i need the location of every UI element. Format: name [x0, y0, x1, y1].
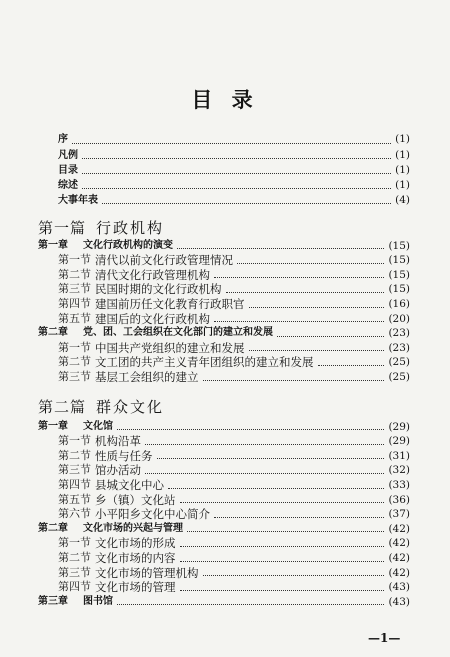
entry-page-number: (15): [388, 254, 410, 267]
page-folio: —1—: [368, 631, 401, 645]
entry-page-number: (23): [388, 327, 410, 340]
section-entry: [38, 566, 410, 581]
dot-leader: [72, 143, 391, 144]
dot-leader: [177, 248, 384, 249]
entry-page-number: (42): [388, 537, 410, 550]
entry-page-number: (20): [388, 312, 410, 325]
dot-leader: [180, 590, 385, 591]
entry-page-number: (43): [388, 581, 410, 594]
dot-leader: [82, 158, 391, 159]
section-title: 清代文化行政管理机构: [95, 267, 210, 282]
section-number: 第一节: [58, 253, 91, 267]
chapter-entry: [38, 326, 410, 341]
part-contents: [38, 239, 410, 385]
part-title: 群众文化: [96, 398, 165, 416]
section-number: 第六节: [58, 507, 91, 521]
section-entry: [38, 551, 410, 566]
section-entry: [38, 580, 410, 595]
dot-leader: [82, 173, 391, 174]
part-heading: [38, 219, 164, 237]
section-number: 第三节: [58, 463, 91, 477]
section-number: 第二节: [58, 551, 91, 565]
section-number: 第三节: [58, 282, 91, 296]
dot-leader: [214, 517, 384, 518]
section-number: 第一节: [58, 536, 91, 550]
dot-leader: [145, 473, 384, 474]
entry-page-number: (23): [388, 341, 410, 354]
chapter-entry: [38, 595, 410, 610]
section-entry: [38, 297, 410, 312]
entry-page-number: (15): [388, 283, 410, 296]
chapter-title: 文化行政机构的演变: [83, 239, 173, 251]
entry-page-number: (31): [388, 449, 410, 462]
section-number: 第五节: [58, 492, 91, 506]
dot-leader: [214, 277, 384, 278]
section-number: 第二节: [58, 448, 91, 462]
dot-leader: [277, 336, 384, 337]
section-title: 小平阳乡文化中心简介: [95, 507, 210, 522]
dot-leader: [82, 188, 391, 189]
part-title: 行政机构: [96, 219, 165, 237]
section-title: 建国后的文化行政机构: [95, 311, 210, 326]
entry-page-number: (4): [395, 194, 410, 207]
chapter-title: 文化馆: [83, 420, 113, 432]
chapter-number: 第二章: [38, 327, 68, 339]
entry-label: 目录: [58, 164, 78, 176]
section-number: 第一节: [58, 434, 91, 448]
section-title: 文工团的共产主义青年团组织的建立和发展: [95, 355, 314, 370]
section-entry: [38, 478, 410, 493]
section-entry: [38, 341, 410, 356]
entry-page-number: (32): [388, 464, 410, 477]
section-entry: [38, 434, 410, 449]
dot-leader: [168, 488, 384, 489]
section-entry: [38, 463, 410, 478]
dot-leader: [214, 321, 384, 322]
entry-page-number: (29): [388, 435, 410, 448]
entry-label: 综述: [58, 179, 78, 191]
section-title: 机构沿革: [95, 434, 141, 449]
toc-entry: [58, 178, 410, 193]
entry-page-number: (43): [388, 595, 410, 608]
front-matter-list: [58, 132, 410, 208]
dot-leader: [117, 604, 384, 605]
chapter-entry: [38, 239, 410, 254]
section-entry: [38, 253, 410, 268]
dot-leader: [249, 307, 385, 308]
dot-leader: [180, 546, 385, 547]
dot-leader: [180, 502, 385, 503]
chapter-title: 图书馆: [83, 595, 113, 607]
section-entry: [38, 507, 410, 522]
section-title: 基层工会组织的建立: [95, 370, 199, 385]
entry-page-number: (15): [388, 268, 410, 281]
section-number: 第一节: [58, 340, 91, 354]
entry-page-number: (25): [388, 371, 410, 384]
chapter-entry: [38, 420, 410, 435]
section-title: 文化市场的管理机构: [95, 565, 199, 580]
entry-page-number: (1): [395, 133, 410, 146]
section-number: 第四节: [58, 580, 91, 594]
toc-entry: [58, 148, 410, 163]
chapter-number: 第一章: [38, 239, 68, 251]
section-number: 第五节: [58, 311, 91, 325]
section-number: 第四节: [58, 297, 91, 311]
toc-entry: [58, 163, 410, 178]
entry-page-number: (37): [388, 508, 410, 521]
section-number: 第二节: [58, 355, 91, 369]
chapter-number: 第一章: [38, 420, 68, 432]
part-heading: [38, 398, 164, 416]
section-number: 第四节: [58, 478, 91, 492]
section-title: 县城文化中心: [95, 478, 164, 493]
entry-page-number: (29): [388, 420, 410, 433]
section-number: 第三节: [58, 565, 91, 579]
section-entry: [38, 536, 410, 551]
entry-page-number: (16): [388, 298, 410, 311]
section-entry: [38, 268, 410, 283]
entry-page-number: (1): [395, 163, 410, 176]
part-number: 第二篇: [38, 398, 87, 416]
toc-title: 目 录: [191, 88, 259, 112]
section-entry: [38, 312, 410, 327]
dot-leader: [318, 365, 385, 366]
chapter-entry: [38, 522, 410, 537]
entry-label: 凡例: [58, 149, 78, 161]
section-entry: [38, 493, 410, 508]
entry-page-number: (15): [388, 239, 410, 252]
chapter-number: 第二章: [38, 522, 68, 534]
dot-leader: [157, 458, 385, 459]
dot-leader: [203, 575, 385, 576]
section-entry: [38, 449, 410, 464]
section-title: 建国前历任文化教育行政职官: [95, 297, 245, 312]
dot-leader: [180, 561, 385, 562]
entry-page-number: (1): [395, 148, 410, 161]
section-title: 乡（镇）文化站: [95, 492, 176, 507]
entry-page-number: (33): [388, 479, 410, 492]
section-number: 第二节: [58, 267, 91, 281]
part-number: 第一篇: [38, 219, 87, 237]
dot-leader: [226, 292, 385, 293]
entry-page-number: (42): [388, 566, 410, 579]
section-title: 文化市场的内容: [95, 551, 176, 566]
section-entry: [38, 282, 410, 297]
entry-page-number: (25): [388, 356, 410, 369]
dot-leader: [145, 444, 384, 445]
entry-page-number: (42): [388, 522, 410, 535]
chapter-number: 第三章: [38, 595, 68, 607]
section-title: 馆办活动: [95, 463, 141, 478]
section-number: 第三节: [58, 370, 91, 384]
part-contents: [38, 420, 410, 610]
dot-leader: [237, 263, 384, 264]
section-title: 清代以前文化行政管理情况: [95, 253, 233, 268]
entry-label: 大事年表: [58, 195, 98, 207]
dot-leader: [102, 203, 391, 204]
dot-leader: [203, 380, 385, 381]
chapter-title: 党、团、工会组织在文化部门的建立和发展: [83, 327, 273, 339]
chapter-title: 文化市场的兴起与管理: [83, 522, 183, 534]
section-title: 性质与任务: [95, 448, 153, 463]
dot-leader: [117, 429, 384, 430]
section-entry: [38, 355, 410, 370]
entry-page-number: (1): [395, 178, 410, 191]
section-entry: [38, 370, 410, 385]
dot-leader: [187, 531, 384, 532]
entry-page-number: (42): [388, 552, 410, 565]
toc-entry: [58, 132, 410, 147]
section-title: 文化市场的管理: [95, 580, 176, 595]
dot-leader: [249, 350, 385, 351]
toc-entry: [58, 193, 410, 208]
section-title: 中国共产党组织的建立和发展: [95, 340, 245, 355]
section-title: 民国时期的文化行政机构: [95, 282, 222, 297]
section-title: 文化市场的形成: [95, 536, 176, 551]
entry-label: 序: [58, 134, 68, 146]
entry-page-number: (36): [388, 493, 410, 506]
